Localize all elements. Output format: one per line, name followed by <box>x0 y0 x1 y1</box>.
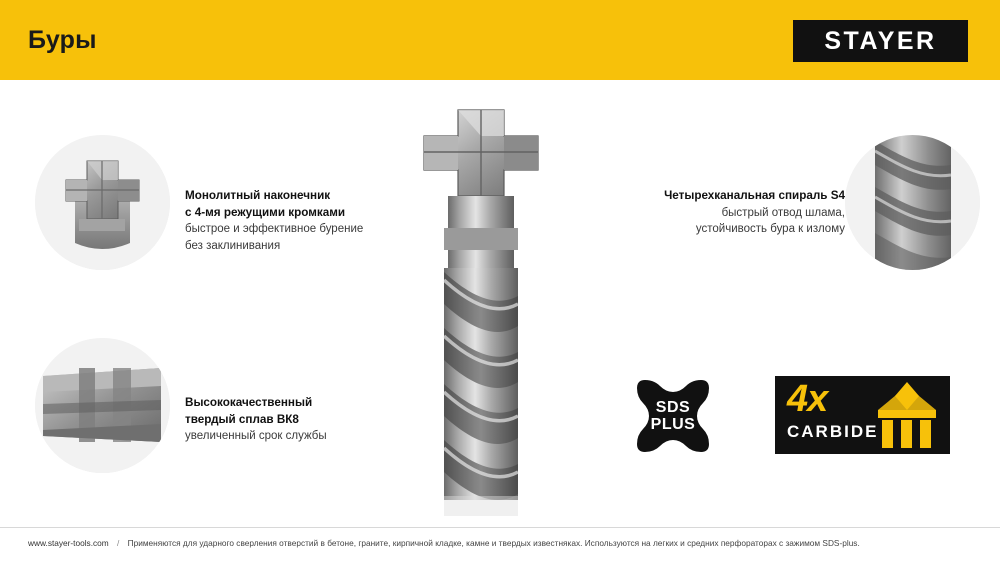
callout-sub-line2: устойчивость бура к излому <box>695 222 845 235</box>
drill-tip-closeup-image <box>35 135 170 270</box>
callout-sub-line1: быстрый отвод шлама, <box>721 206 845 219</box>
product-image-drill-bit <box>400 100 600 520</box>
page-header <box>0 0 1000 80</box>
brand-logo-text: STAYER <box>824 26 937 55</box>
sds-plus-badge-text <box>627 370 719 462</box>
callout-title-line1: Четырехканальная спираль S4 <box>664 189 845 202</box>
sds-line-2: PLUS <box>650 416 696 433</box>
page-footer <box>0 527 1000 563</box>
callout-monolithic-tip <box>185 188 415 254</box>
sds-line-1: SDS <box>655 398 691 416</box>
callout-title-line2: твердый сплав ВК8 <box>185 412 299 426</box>
carbide-insert-closeup-image <box>35 338 170 473</box>
carbide-crown-icon <box>870 380 944 450</box>
footer-separator: / <box>117 538 120 548</box>
callout-sub-line2: без заклинивания <box>185 239 281 252</box>
brand-logo <box>793 20 968 62</box>
carbide-multiplier: 4x <box>787 378 828 420</box>
callout-sub-line1: быстрое и эффективное бурение <box>185 223 364 236</box>
carbide-4x-badge <box>775 376 950 454</box>
callout-carbide-alloy <box>185 395 415 445</box>
footer-note: Применяются для ударного сверления отверстий в бетоне, граните, кирпичной кладке, камне и твердых известняках. Используются на легких и средних перфораторах с зажимом SDS-plus. <box>127 538 860 548</box>
callout-title-line1: Монолитный наконечник <box>185 189 331 202</box>
footer-website-link[interactable]: www.stayer-tools.com <box>28 538 109 548</box>
footer-content <box>28 538 972 548</box>
main-content <box>0 80 1000 527</box>
sds-plus-badge <box>627 370 719 462</box>
spiral-flute-closeup-image <box>845 135 980 270</box>
page-title: Буры <box>28 26 97 54</box>
callout-title-line2: с 4-мя режущими кромками <box>185 205 346 219</box>
callout-title-line1: Высококачественный <box>185 396 313 409</box>
callout-sub-line1: увеличенный срок службы <box>185 430 327 443</box>
callout-s4-spiral <box>585 188 845 237</box>
carbide-word: CARBIDE <box>787 422 879 441</box>
